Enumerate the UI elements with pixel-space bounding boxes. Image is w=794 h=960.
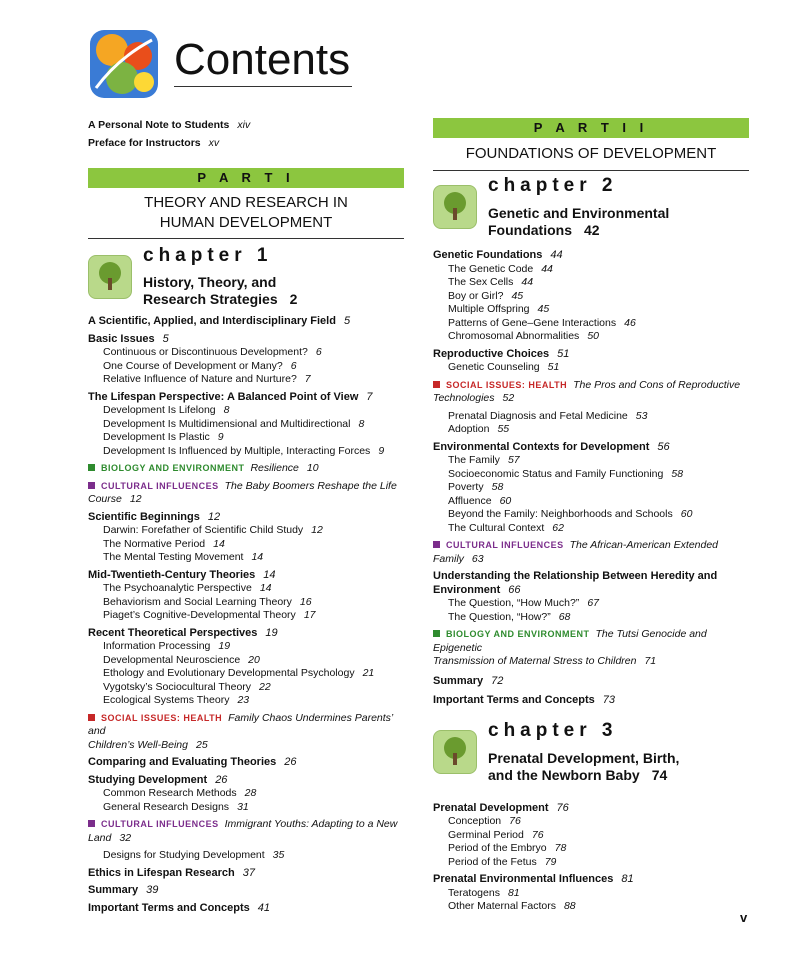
page-ref: 52 xyxy=(502,392,515,404)
toc-entry[interactable] xyxy=(433,873,749,887)
toc-subentry[interactable] xyxy=(88,431,404,445)
toc-sub-label: Vygotsky’s Sociocultural Theory xyxy=(103,680,252,693)
toc-heading: A Scientific, Applied, and Interdisciplinary Field xyxy=(88,315,336,327)
page-ref: 6 xyxy=(290,359,297,372)
page-ref: 21 xyxy=(362,667,375,679)
toc-sub-label: Patterns of Gene–Gene Interactions xyxy=(448,316,617,329)
toc-subentry[interactable] xyxy=(433,900,749,914)
toc-sub-label: Designs for Studying Development xyxy=(103,849,265,861)
feature-title: The Pros and Cons of Reproductive xyxy=(573,378,741,391)
toc-subentry[interactable] xyxy=(88,404,404,418)
toc-sub-label: Development Is Multidimensional and Multidirectional xyxy=(103,417,351,430)
page-ref: 50 xyxy=(587,330,599,342)
toc-subentry[interactable] xyxy=(88,346,404,360)
page-ref: 16 xyxy=(299,595,312,608)
chapter-label: chapter 1 xyxy=(143,245,273,266)
toc-subentry[interactable] xyxy=(88,445,404,459)
toc-subentry[interactable] xyxy=(88,524,404,538)
toc-entry[interactable] xyxy=(88,867,404,881)
page-title: Contents xyxy=(174,35,351,84)
feature-entry[interactable] xyxy=(433,628,749,669)
feature-title: The Baby Boomers Reshape the Life xyxy=(224,479,397,492)
page-ref: 44 xyxy=(541,262,553,275)
toc-subentry[interactable] xyxy=(433,410,749,424)
page-ref: 14 xyxy=(263,568,276,581)
part-2-bar: P A R T I I xyxy=(433,118,749,138)
toc-heading: Important Terms and Concepts xyxy=(433,694,595,706)
purple-square-icon xyxy=(88,820,95,827)
chapter-label: chapter 2 xyxy=(488,175,618,196)
toc-sub-label: General Research Designs xyxy=(103,800,230,813)
toc-subentry[interactable] xyxy=(88,373,404,387)
toc-sub-label: Chromosomal Abnormalities xyxy=(448,330,580,342)
toc-subentry[interactable] xyxy=(433,330,749,344)
front-matter-label: Preface for Instructors xyxy=(88,137,201,149)
front-matter-item[interactable] xyxy=(88,134,404,152)
toc-entry[interactable] xyxy=(88,902,404,916)
toc-heading: Recent Theoretical Perspectives xyxy=(88,626,258,639)
page-ref: 12 xyxy=(311,524,323,536)
toc-sub-label: Behaviorism and Social Learning Theory xyxy=(103,595,292,608)
green-square-icon xyxy=(433,630,440,637)
toc-subentry[interactable] xyxy=(433,290,749,304)
feature-title: Transmission of Maternal Stress to Children xyxy=(433,655,637,667)
toc-entry[interactable] xyxy=(88,774,404,788)
feature-entry[interactable] xyxy=(88,818,404,845)
page-ref: 73 xyxy=(602,694,616,706)
part-2-title: FOUNDATIONS OF DEVELOPMENT xyxy=(433,138,749,171)
toc-heading: The Lifespan Perspective: A Balanced Point of View xyxy=(88,390,359,403)
toc-heading: Mid-Twentieth-Century Theories xyxy=(88,568,256,581)
page-ref: 14 xyxy=(251,551,264,563)
page-ref: 78 xyxy=(554,842,567,854)
toc-heading: Scientific Beginnings xyxy=(88,510,200,523)
tree-icon xyxy=(433,730,477,774)
page-ref: 19 xyxy=(218,640,231,652)
toc-subentry[interactable] xyxy=(433,303,749,317)
toc-sub-label: Multiple Offspring xyxy=(448,303,530,315)
feature-title: Children’s Well-Being xyxy=(88,738,188,751)
toc-entry[interactable] xyxy=(88,756,404,770)
green-square-icon xyxy=(88,464,95,471)
feature-title: Course xyxy=(88,493,122,505)
feature-title: Immigrant Youths: Adapting to a New xyxy=(224,818,398,830)
front-matter-label: A Personal Note to Students xyxy=(88,119,230,131)
red-square-icon xyxy=(88,714,95,721)
toc-subentry[interactable] xyxy=(88,849,404,863)
toc-subentry[interactable] xyxy=(88,801,404,815)
chapter-title xyxy=(488,750,748,784)
chapter-title xyxy=(488,205,748,239)
page-ref: 22 xyxy=(259,680,271,693)
page-ref: 45 xyxy=(537,303,550,315)
page-ref: 76 xyxy=(531,828,544,841)
page-ref: 81 xyxy=(507,886,520,899)
toc-sub-label: Common Research Methods xyxy=(103,787,237,799)
toc-sub-label: Poverty xyxy=(448,481,484,493)
page-ref: 7 xyxy=(366,390,373,403)
page-ref: 63 xyxy=(471,552,484,565)
toc-subentry[interactable] xyxy=(433,454,749,468)
toc-sub-label: Affluence xyxy=(448,494,492,507)
toc-subentry[interactable] xyxy=(88,582,404,596)
toc-heading: Understanding the Relationship Between Heredity and xyxy=(433,570,718,582)
chapter-title-line: History, Theory, and xyxy=(143,274,277,290)
tree-icon xyxy=(88,255,132,299)
toc-sub-label: Socioeconomic Status and Family Functioning xyxy=(448,467,664,480)
page-ref: 14 xyxy=(213,537,225,550)
toc-entry[interactable] xyxy=(433,675,749,689)
toc-subentry[interactable] xyxy=(433,481,749,495)
toc-sub-label: Development Is Lifelong xyxy=(103,404,216,416)
page-ref: 32 xyxy=(119,831,132,844)
toc-heading: Ethics in Lifespan Research xyxy=(88,866,235,879)
part-1-title-line: THEORY AND RESEARCH IN xyxy=(144,194,348,211)
toc-heading: Summary xyxy=(433,674,484,687)
toc-heading: Important Terms and Concepts xyxy=(88,901,250,914)
toc-entry[interactable] xyxy=(88,391,404,405)
toc-subentry[interactable] xyxy=(88,538,404,552)
page-ref: 76 xyxy=(556,801,569,814)
page-ref: xv xyxy=(208,137,220,149)
page-ref: 67 xyxy=(587,597,599,609)
page-ref: 58 xyxy=(671,467,684,480)
page-ref: 41 xyxy=(257,901,271,914)
tree-icon xyxy=(433,185,477,229)
page-ref: 44 xyxy=(521,276,534,288)
feature-tag: CULTURAL INFLUENCES xyxy=(446,540,564,550)
toc-entry[interactable] xyxy=(433,441,749,455)
toc-heading: Summary xyxy=(88,884,139,896)
toc-entry[interactable] xyxy=(433,802,749,816)
front-matter-item[interactable] xyxy=(88,116,404,134)
page-ref: 8 xyxy=(358,417,365,430)
toc-subentry[interactable] xyxy=(88,640,404,654)
purple-square-icon xyxy=(433,541,440,548)
page-ref: 44 xyxy=(550,249,563,261)
feature-entry[interactable] xyxy=(88,480,404,507)
page-ref: 66 xyxy=(508,583,521,596)
chapter-2-header[interactable] xyxy=(433,171,749,249)
page-ref: 9 xyxy=(378,444,385,457)
toc-heading: Prenatal Development xyxy=(433,801,549,814)
feature-title: The African-American Extended xyxy=(569,539,719,551)
toc-sub-label: The Question, “How Much?” xyxy=(448,597,580,609)
title-rule xyxy=(174,86,352,87)
chapter-title-line: Foundations xyxy=(488,222,572,238)
toc-sub-label: Prenatal Diagnosis and Fetal Medicine xyxy=(448,409,628,422)
feature-tag: SOCIAL ISSUES: HEALTH xyxy=(101,712,223,723)
toc-sub-label: The Mental Testing Movement xyxy=(103,551,244,563)
chapter-title-line: Research Strategies xyxy=(143,291,278,307)
page-ref: 79 xyxy=(544,855,557,868)
feature-title: The Tutsi Genocide and Epigenetic xyxy=(433,628,707,654)
toc-subentry[interactable] xyxy=(433,468,749,482)
toc-entry[interactable] xyxy=(433,694,749,708)
toc-entry[interactable] xyxy=(433,570,749,597)
page-ref: 62 xyxy=(552,521,564,534)
toc-heading: Environment xyxy=(433,583,501,596)
toc-subentry[interactable] xyxy=(88,787,404,801)
toc-entry[interactable] xyxy=(88,884,404,898)
chapter-page: 42 xyxy=(584,222,600,238)
page-ref: 58 xyxy=(491,481,504,493)
toc-subentry[interactable] xyxy=(433,856,749,870)
feature-title: Resilience xyxy=(250,462,299,474)
feature-tag: BIOLOGY AND ENVIRONMENT xyxy=(101,463,245,473)
toc-subentry[interactable] xyxy=(88,609,404,623)
toc-sub-label: Continuous or Discontinuous Development? xyxy=(103,346,308,358)
toc-sub-label: Development Is Plastic xyxy=(103,431,210,443)
toc-subentry[interactable] xyxy=(88,694,404,708)
feature-entry[interactable] xyxy=(433,539,749,566)
page-ref: 31 xyxy=(237,800,249,813)
page-ref: 7 xyxy=(304,373,311,385)
toc-entry[interactable] xyxy=(88,315,404,329)
page-ref: 53 xyxy=(635,409,648,422)
feature-title: Family Chaos Undermines Parents’ and xyxy=(88,711,393,737)
toc-entry[interactable] xyxy=(88,569,404,583)
page-ref: 71 xyxy=(644,655,657,667)
toc-subentry[interactable] xyxy=(88,596,404,610)
toc-heading: Studying Development xyxy=(88,773,208,786)
toc-heading: Basic Issues xyxy=(88,332,155,345)
page-ref: 14 xyxy=(259,582,272,594)
toc-sub-label: Period of the Embryo xyxy=(448,842,547,854)
page-ref: 39 xyxy=(146,884,159,896)
toc-subentry[interactable] xyxy=(433,508,749,522)
toc-sub-label: The Normative Period xyxy=(103,537,206,550)
toc-subentry[interactable] xyxy=(433,495,749,509)
red-square-icon xyxy=(433,381,440,388)
chapter-page: 74 xyxy=(651,766,668,783)
toc-entry[interactable] xyxy=(433,249,749,263)
toc-sub-label: Genetic Counseling xyxy=(448,361,540,373)
toc-subentry[interactable] xyxy=(88,551,404,565)
toc-heading: Reproductive Choices xyxy=(433,347,550,360)
toc-heading: Genetic Foundations xyxy=(433,249,543,261)
toc-sub-label: Ecological Systems Theory xyxy=(103,694,230,706)
toc-sub-label: Other Maternal Factors xyxy=(448,900,556,912)
page-ref: 28 xyxy=(244,787,257,799)
toc-sub-label: One Course of Development or Many? xyxy=(103,359,283,372)
toc-sub-label: Boy or Girl? xyxy=(448,289,504,302)
toc-subentry[interactable] xyxy=(433,423,749,437)
chapter-title xyxy=(143,274,403,308)
toc-subentry[interactable] xyxy=(433,842,749,856)
contents-logo xyxy=(88,28,160,100)
page-ref: 6 xyxy=(315,346,322,358)
toc-sub-label: Ethology and Evolutionary Developmental Psychology xyxy=(103,667,355,679)
left-column xyxy=(88,116,404,915)
page-ref: 60 xyxy=(499,494,512,507)
feature-tag: SOCIAL ISSUES: HEALTH xyxy=(446,379,568,390)
toc-sub-label: The Question, “How?” xyxy=(448,610,551,623)
toc-sub-label: Piaget’s Cognitive-Developmental Theory xyxy=(103,609,296,621)
feature-title: Land xyxy=(88,831,112,844)
page-ref: 68 xyxy=(558,610,571,623)
page-ref: 12 xyxy=(129,493,142,505)
page-ref: 10 xyxy=(306,462,319,474)
chapter-page: 2 xyxy=(289,291,298,307)
page-number: v xyxy=(740,910,748,925)
chapter-3-header[interactable] xyxy=(433,716,749,802)
chapter-1-header[interactable] xyxy=(88,239,404,315)
page-ref: xiv xyxy=(237,119,251,131)
page-ref: 23 xyxy=(237,694,250,706)
page-ref: 5 xyxy=(343,315,351,327)
page-ref: 45 xyxy=(511,289,524,302)
toc-subentry[interactable] xyxy=(88,681,404,695)
toc-subentry[interactable] xyxy=(433,611,749,625)
toc-sub-label: Germinal Period xyxy=(448,828,524,841)
page-ref: 9 xyxy=(217,431,224,443)
page-ref: 19 xyxy=(265,626,278,639)
page-ref: 26 xyxy=(215,773,228,786)
page-ref: 26 xyxy=(284,756,297,768)
toc-entry[interactable] xyxy=(88,511,404,525)
toc-sub-label: The Sex Cells xyxy=(448,276,514,288)
toc-sub-label: Conception xyxy=(448,815,502,827)
toc-subentry[interactable] xyxy=(433,263,749,277)
feature-tag: BIOLOGY AND ENVIRONMENT xyxy=(446,629,590,639)
part-1-bar: P A R T I xyxy=(88,168,404,188)
feature-entry[interactable] xyxy=(433,379,749,406)
toc-sub-label: The Cultural Context xyxy=(448,521,545,534)
page-ref: 25 xyxy=(196,738,208,751)
toc-sub-label: Information Processing xyxy=(103,640,211,652)
toc-subentry[interactable] xyxy=(433,597,749,611)
toc-sub-label: Adoption xyxy=(448,423,490,435)
part-1-title xyxy=(88,188,404,239)
feature-tag: CULTURAL INFLUENCES xyxy=(101,819,219,829)
page-ref: 76 xyxy=(509,815,521,827)
toc-sub-label: Period of the Fetus xyxy=(448,855,537,868)
toc-subentry[interactable] xyxy=(88,360,404,374)
page-ref: 17 xyxy=(303,609,316,621)
toc-subentry[interactable] xyxy=(433,829,749,843)
feature-title: Technologies xyxy=(433,392,495,404)
toc-subentry[interactable] xyxy=(433,815,749,829)
toc-sub-label: The Psychoanalytic Perspective xyxy=(103,582,252,594)
toc-sub-label: Developmental Neuroscience xyxy=(103,653,241,666)
page-ref: 81 xyxy=(621,873,634,885)
page-ref: 12 xyxy=(207,510,221,523)
toc-heading: Comparing and Evaluating Theories xyxy=(88,756,277,768)
page-ref: 8 xyxy=(223,404,230,416)
toc-heading: Environmental Contexts for Development xyxy=(433,440,650,453)
page-ref: 20 xyxy=(248,653,260,666)
feature-tag: CULTURAL INFLUENCES xyxy=(101,480,219,491)
toc-subentry[interactable] xyxy=(433,522,749,536)
toc-sub-label: Relative Influence of Nature and Nurture? xyxy=(103,373,297,385)
chapter-title-line: and the Newborn Baby xyxy=(488,766,640,783)
toc-sub-label: Beyond the Family: Neighborhoods and Schools xyxy=(448,508,673,520)
feature-title: Family xyxy=(433,552,464,565)
toc-subentry[interactable] xyxy=(88,418,404,432)
chapter-title-line: Prenatal Development, Birth, xyxy=(488,749,680,766)
page-ref: 35 xyxy=(272,849,285,861)
toc-sub-label: Darwin: Forefather of Scientific Child Study xyxy=(103,524,304,536)
purple-square-icon xyxy=(88,482,95,489)
page-ref: 46 xyxy=(624,316,636,329)
toc-entry[interactable] xyxy=(88,333,404,347)
feature-entry[interactable] xyxy=(88,462,404,476)
toc-subentry[interactable] xyxy=(433,361,749,375)
toc-subentry[interactable] xyxy=(433,887,749,901)
toc-subentry[interactable] xyxy=(88,654,404,668)
toc-entry[interactable] xyxy=(88,627,404,641)
page-ref: 37 xyxy=(242,866,255,879)
toc-sub-label: Development Is Influenced by Multiple, Interacting Forces xyxy=(103,444,371,457)
toc-entry[interactable] xyxy=(433,348,749,362)
page-ref: 55 xyxy=(497,423,510,435)
feature-entry[interactable] xyxy=(88,712,404,753)
page-ref: 51 xyxy=(547,361,560,373)
toc-heading: Prenatal Environmental Influences xyxy=(433,873,614,885)
toc-sub-label: Teratogens xyxy=(448,886,500,899)
page-ref: 60 xyxy=(680,508,693,520)
page-ref: 5 xyxy=(162,332,169,345)
toc-subentry[interactable] xyxy=(88,667,404,681)
toc-sub-label: The Genetic Code xyxy=(448,262,534,275)
page-ref: 51 xyxy=(557,347,570,360)
chapter-title-line: Genetic and Environmental xyxy=(488,205,670,221)
chapter-label: chapter 3 xyxy=(488,719,618,741)
toc-subentry[interactable] xyxy=(433,317,749,331)
page-ref: 88 xyxy=(563,900,576,912)
page-ref: 57 xyxy=(507,454,520,466)
toc-subentry[interactable] xyxy=(433,276,749,290)
right-column xyxy=(433,118,749,914)
page-ref: 56 xyxy=(657,440,670,453)
toc-sub-label: The Family xyxy=(448,454,500,466)
part-1-title-line: HUMAN DEVELOPMENT xyxy=(159,214,333,231)
page-ref: 72 xyxy=(491,674,504,687)
